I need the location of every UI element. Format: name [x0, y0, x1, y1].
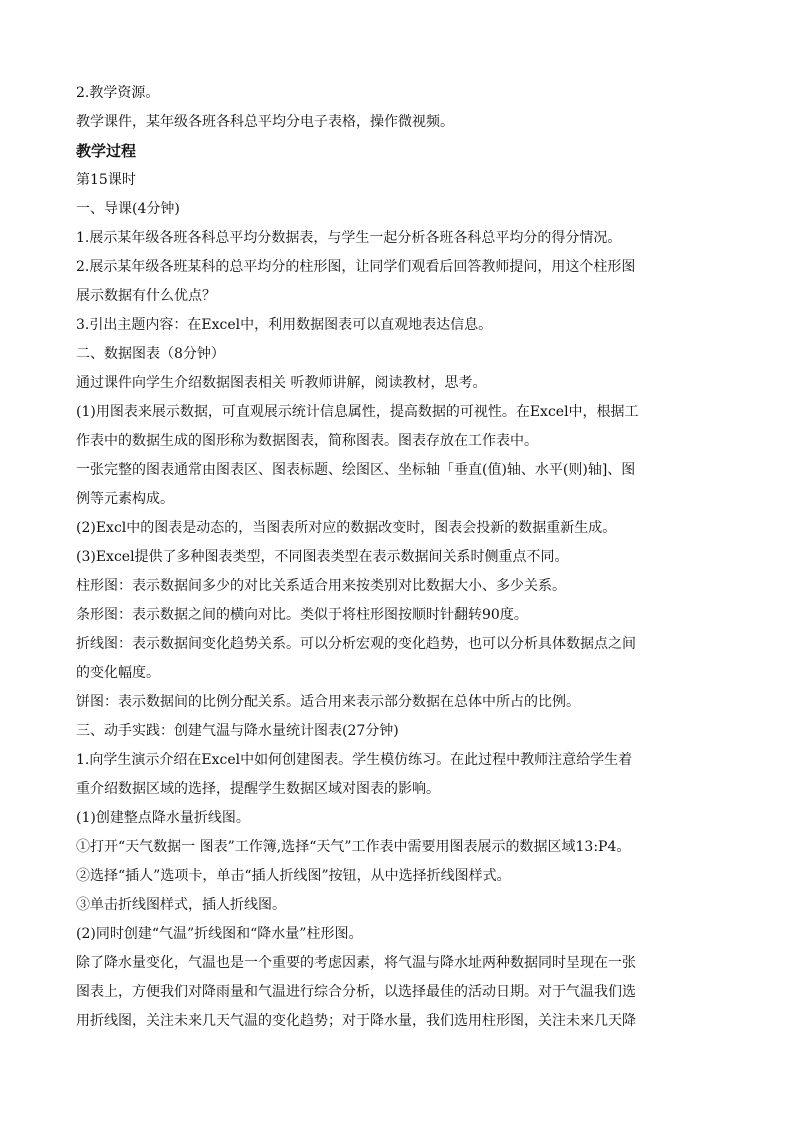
- paragraph-line: 柱形图：表示数据间多少的对比关系适合用来按类别对比数据大小、多少关系。: [76, 578, 566, 594]
- paragraph-line: 折线图：表示数据间变化趋势关系。可以分析宏观的变化趋势，也可以分析具体数据点之间: [76, 636, 636, 652]
- paragraph-line: 展示数据有什么优点？: [76, 288, 216, 304]
- paragraph-line: 条形图：表示数据之间的横向对比。类似于将柱形图按顺时针翻转90度。: [76, 607, 528, 623]
- paragraph-line: 的变化幅度。: [76, 665, 160, 681]
- section-heading-practice: 三、动手实践：创建气温与降水量统计图表(27分钟): [76, 723, 399, 739]
- paragraph-line: 一张完整的图表通常由图表区、图表标题、绘图区、坐标轴「垂直(值)轴、水平(则)轴]、图: [76, 462, 636, 478]
- paragraph-line: 重介绍数据区域的选择，提醒学生数据区域对图表的影响。: [76, 781, 440, 797]
- paragraph-line: 通过课件向学生介绍数据图表相关 听教师讲解，阅读教材，思考。: [76, 375, 487, 391]
- paragraph-line: (1)用图表来展示数据，可直观展示统计信息属性，提高数据的可视性。在Excel中，根据工: [76, 404, 639, 420]
- paragraph-line: 用折线图，关注未来几天气温的变化趋势；对于降水量，我们选用柱形图，关注未来几天降: [76, 1013, 636, 1029]
- lesson-number: 第15课时: [76, 172, 136, 188]
- paragraph-line: ③单击折线图样式，插人折线图。: [76, 897, 286, 913]
- document-page: [76, 79, 726, 1036]
- paragraph-line: (1)创建整点降水量折线图。: [76, 810, 250, 826]
- paragraph-line: 图表上，方便我们对降雨量和气温进行综合分析，以选择最佳的活动日期。对于气温我们选: [76, 984, 636, 1000]
- paragraph-line: 例等元素构成。: [76, 491, 174, 507]
- section-heading-teaching-process: 教学过程: [76, 142, 137, 160]
- paragraph-line: ②选择“插人”选项卡，单击“插人折线图”按钮，从中选择折线图样式。: [76, 868, 511, 884]
- paragraph-line: 3.引出主题内容：在Excel中，利用数据图表可以直观地表达信息。: [76, 317, 493, 333]
- paragraph-line: 饼图：表示数据间的比例分配关系。适合用来表示部分数据在总体中所占的比例。: [76, 694, 580, 710]
- paragraph-line: ①打开“天气数据一 图表”工作簿,选择“天气”工作表中需要用图表展示的数据区域13:P4。: [76, 839, 631, 855]
- paragraph-line: 除了降水量变化，气温也是一个重要的考虑因素，将气温与降水址两种数据同时呈现在一张: [76, 955, 636, 971]
- paragraph-line: 2.展示某年级各班某科的总平均分的柱形图，让同学们观看后回答教师提问，用这个柱形图: [76, 259, 636, 275]
- paragraph-line: (2)Excl中的图表是动态的，当图表所对应的数据改变时，图表会投新的数据重新生成。: [76, 520, 617, 536]
- resource-heading: 2.教学资源。: [76, 85, 160, 101]
- paragraph-line: (2)同时创建“气温”折线图和“降水量”柱形图。: [76, 926, 363, 942]
- section-heading-intro: 一、导课(4分钟): [76, 201, 180, 217]
- section-heading-data-charts: 二、数据图表（8分钟）: [76, 346, 225, 362]
- paragraph-line: 1.向学生演示介绍在Excel中如何创建图表。学生模仿练习。在此过程中教师注意给学生着: [76, 752, 633, 768]
- paragraph-line: (3)Excel提供了多种图表类型，不同图表类型在表示数据间关系时侧重点不同。: [76, 549, 569, 565]
- paragraph-line: 作表中的数据生成的图形称为数据图表，简称图表。图表存放在工作表中。: [76, 433, 538, 449]
- resource-list: 教学课件，某年级各班各科总平均分电子表格，操作微视频。: [76, 114, 454, 130]
- paragraph-line: 1.展示某年级各班各科总平均分数据表，与学生一起分析各班各科总平均分的得分情况。: [76, 230, 622, 246]
